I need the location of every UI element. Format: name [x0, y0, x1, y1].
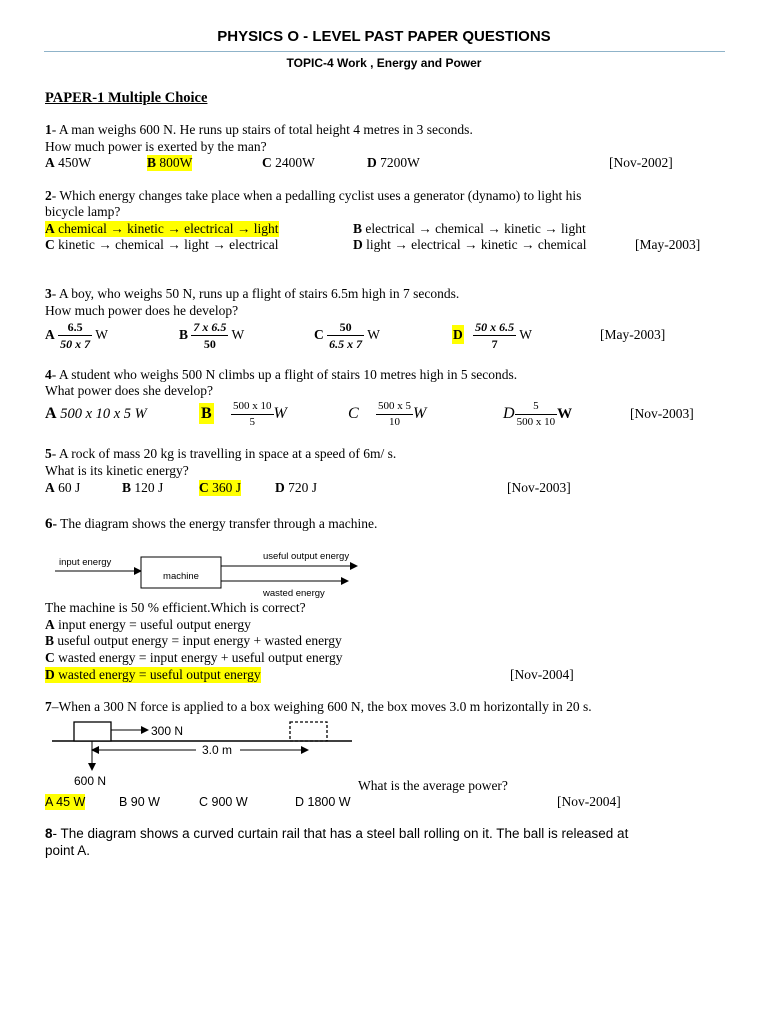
option-letter: A	[45, 155, 55, 170]
page-title: PHYSICS O - LEVEL PAST PAPER QUESTIONS	[217, 28, 551, 45]
option-a	[45, 318, 108, 352]
option-a	[45, 398, 147, 430]
question-number: 2	[45, 188, 52, 203]
option-text: 450W	[54, 155, 92, 170]
question-text: - A man weighs 600 N. He runs up stairs of total height 4 metres in 3 seconds.	[51, 122, 473, 137]
option-a	[45, 617, 251, 633]
option-text: light → electrical → kinetic → chemical	[362, 237, 587, 252]
option-fraction: $\frac{50 x 6.5}{7}$	[475, 320, 515, 352]
question-3-line-2: How much power does he develop?	[45, 303, 239, 318]
header-divider	[44, 51, 725, 52]
option-fraction: $\frac{6.5}{50 x 7}$	[60, 320, 91, 352]
question-text: - The diagram shows a curved curtain rail that has a steel ball rolling on it. The ball is released at	[52, 826, 629, 841]
option-fraction: $\frac{500 x 10}{5}$	[233, 400, 272, 429]
box-force-diagram	[50, 716, 360, 790]
option-text: 500 x 10 x 5 W	[56, 406, 147, 422]
question-2-line-1	[45, 188, 581, 204]
option-b: B 90 W	[119, 795, 160, 809]
option-text: 800W	[156, 155, 193, 170]
option-b-answer	[147, 155, 192, 171]
option-text: chemical → kinetic → electrical → light	[54, 221, 279, 236]
option-c	[262, 155, 315, 171]
machine-label: machine	[163, 571, 199, 582]
question-8-line-2: point A.	[45, 843, 91, 858]
option-letter: D	[503, 405, 515, 422]
box-start	[74, 722, 111, 741]
question-number: 6	[45, 516, 53, 532]
option-letter: D	[453, 327, 463, 342]
question-text: - A student who weighs 500 N climbs up a flight of stairs 10 metres high in 5 seconds.	[51, 367, 518, 382]
option-a-answer: A 45 W	[45, 795, 86, 809]
option-d	[275, 480, 317, 496]
option-text: 2400W	[271, 155, 315, 170]
option-a-answer	[45, 221, 279, 237]
question-number: 7	[45, 699, 52, 714]
question-6-line-2: The machine is 50 % efficient.Which is correct?	[45, 600, 306, 615]
option-letter: D	[367, 155, 377, 170]
option-letter: A	[45, 405, 57, 422]
question-number: 4	[45, 367, 52, 382]
option-text: electrical → chemical → kinetic → light	[362, 221, 586, 236]
question-text: - A boy, who weighs 50 N, runs up a flight of stairs 6.5m high in 7 seconds.	[51, 286, 460, 301]
option-c	[314, 318, 380, 352]
option-d	[353, 237, 587, 253]
question-4-line-1	[45, 367, 517, 383]
option-b-answer	[199, 398, 287, 430]
unit-label: W	[95, 327, 109, 342]
option-letter: B	[147, 155, 157, 170]
option-d-answer	[452, 318, 532, 352]
question-8-line-1	[45, 826, 628, 842]
option-letter: A	[45, 221, 55, 236]
option-d-answer	[45, 667, 261, 683]
option-letter: D	[353, 237, 363, 252]
question-4-line-2: What power does she develop?	[45, 383, 213, 398]
useful-output-label: useful output energy	[263, 551, 350, 562]
question-reference: [Nov-2004]	[557, 794, 621, 809]
option-text: 360 J	[208, 480, 242, 495]
question-2-line-2: bicycle lamp?	[45, 204, 121, 219]
question-7-line-1	[45, 699, 592, 715]
option-fraction: $\frac{5}{500 x 10}$	[516, 400, 556, 429]
option-text: input energy = useful output energy	[54, 617, 251, 632]
question-number: 5	[45, 446, 52, 461]
topic-heading: TOPIC-4 Work , Energy and Power	[286, 56, 482, 70]
option-letter: C	[45, 650, 55, 665]
option-c-answer	[199, 480, 241, 496]
question-number: 8	[45, 826, 53, 841]
question-text: - Which energy changes take place when a pedalling cyclist uses a generator (dynamo) to light his	[51, 188, 582, 203]
question-text: The diagram shows the energy transfer through a machine.	[57, 516, 378, 531]
unit-label: W	[519, 327, 533, 342]
option-text: 120 J	[131, 480, 164, 495]
option-c	[45, 237, 279, 253]
question-1-line-1	[45, 122, 473, 138]
force-label: 300 N	[151, 724, 184, 738]
question-reference: [May-2003]	[635, 237, 701, 252]
question-reference: [Nov-2004]	[510, 667, 574, 682]
unit-label: W	[413, 405, 427, 422]
question-7-prompt: What is the average power?	[358, 778, 508, 793]
question-text: –When a 300 N force is applied to a box weighing 600 N, the box moves 3.0 m horizontally in 20 s.	[51, 699, 592, 714]
question-reference: [Nov-2002]	[609, 155, 673, 170]
question-reference: [Nov-2003]	[507, 480, 571, 495]
question-number: 1	[45, 122, 52, 137]
option-letter: C	[199, 480, 209, 495]
option-letter: C	[348, 405, 359, 422]
option-letter: C	[262, 155, 272, 170]
option-letter: A	[45, 327, 55, 342]
weight-label: 600 N	[74, 774, 107, 788]
option-b	[353, 221, 586, 237]
option-a	[45, 480, 80, 496]
option-d	[503, 398, 572, 430]
option-d: D 1800 W	[295, 795, 351, 809]
unit-label: W	[231, 327, 245, 342]
option-letter: B	[179, 327, 189, 342]
option-c	[348, 398, 426, 430]
option-fraction: $\frac{7 x 6.5}{50}$	[193, 320, 227, 352]
option-text: wasted energy = input energy + useful output energy	[54, 650, 343, 665]
option-text: 60 J	[54, 480, 81, 495]
question-dash: -	[52, 516, 57, 531]
option-text: useful output energy = input energy + wasted energy	[54, 633, 342, 648]
wasted-energy-label: wasted energy	[263, 588, 325, 599]
question-5-line-1	[45, 446, 396, 462]
option-b	[45, 633, 342, 649]
distance-label: 3.0 m	[202, 743, 233, 757]
option-letter: A	[45, 480, 55, 495]
question-3-line-1	[45, 286, 459, 302]
unit-label: W	[367, 327, 381, 342]
option-c: C 900 W	[199, 795, 248, 809]
option-c	[45, 650, 343, 666]
question-text: - A rock of mass 20 kg is travelling in space at a speed of 6m/ s.	[51, 446, 397, 461]
unit-label: W	[557, 406, 573, 422]
option-text: 7200W	[376, 155, 420, 170]
option-a	[45, 155, 91, 171]
box-end-dashed	[290, 722, 327, 741]
energy-transfer-diagram	[45, 545, 375, 603]
option-letter: A	[45, 617, 55, 632]
option-letter: C	[45, 237, 55, 252]
option-letter: C	[314, 327, 324, 342]
option-text: kinetic → chemical → light → electrical	[54, 237, 279, 252]
unit-label: W	[273, 405, 287, 422]
option-letter: B	[122, 480, 132, 495]
option-letter: B	[201, 405, 212, 422]
question-number: 3	[45, 286, 52, 301]
option-letter: D	[275, 480, 285, 495]
question-1-line-2: How much power is exerted by the man?	[45, 139, 267, 154]
option-letter: B	[353, 221, 363, 236]
question-5-line-2: What is its kinetic energy?	[45, 463, 189, 478]
option-fraction: $\frac{500 x 5}{10}$	[378, 400, 412, 429]
option-letter: B	[45, 633, 55, 648]
question-6-line-1	[45, 516, 377, 532]
option-text: 720 J	[284, 480, 318, 495]
question-reference: [Nov-2003]	[630, 406, 694, 421]
option-fraction: $\frac{50}{6.5 x 7}$	[329, 320, 363, 352]
input-energy-label: input energy	[59, 557, 112, 568]
option-b	[122, 480, 163, 496]
question-reference: [May-2003]	[600, 327, 666, 342]
option-b	[179, 318, 244, 352]
option-letter: D	[45, 667, 55, 682]
section-heading: PAPER-1 Multiple Choice	[45, 90, 208, 106]
option-d	[367, 155, 420, 171]
option-text: wasted energy = useful output energy	[54, 667, 261, 682]
